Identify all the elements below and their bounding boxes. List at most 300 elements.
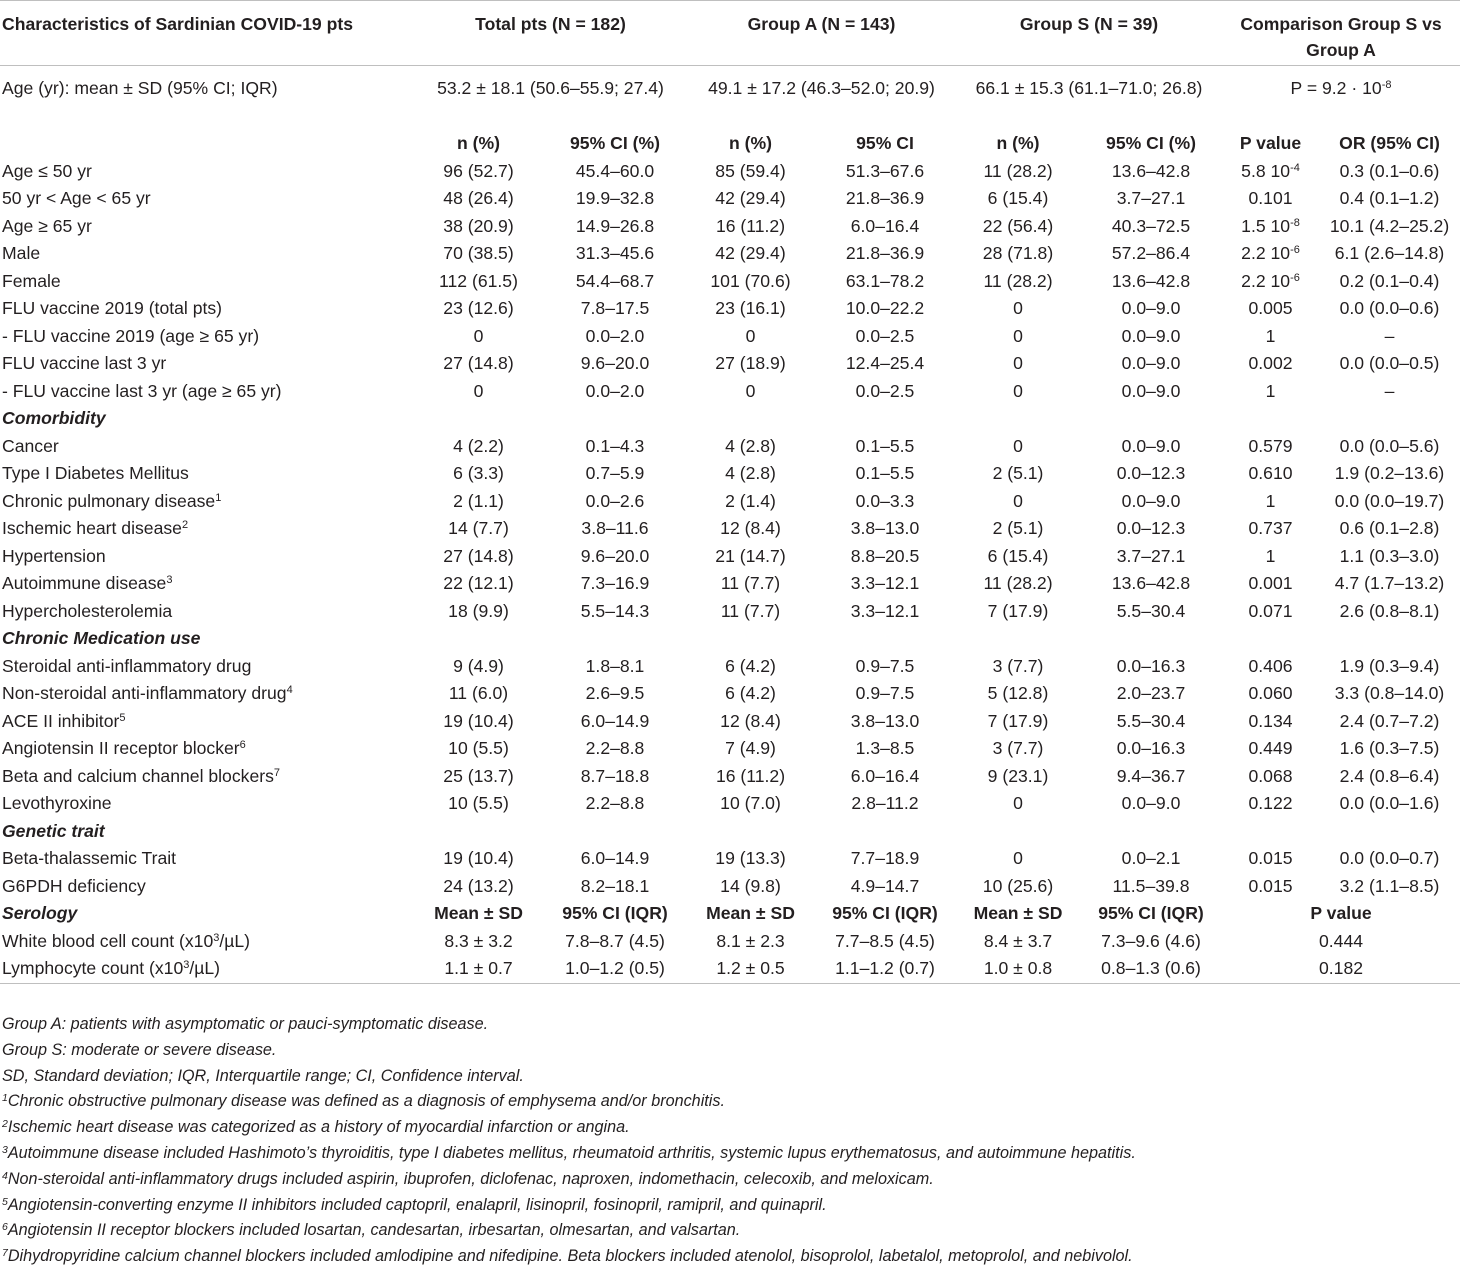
footnote-text: Non-steroidal anti-inflammatory drugs included aspirin, ibuprofen, diclofenac, naproxen, indomethacin, celecoxib, and meloxicam.	[7, 1169, 934, 1188]
table-cell: 27 (18.9)	[715, 353, 786, 373]
p-value: 2.2 10	[1241, 270, 1291, 291]
table-cell: 14 (7.7)	[448, 518, 509, 538]
p-value-cell: 0.068	[1248, 765, 1293, 786]
table-cell: 0.9–7.5	[855, 655, 915, 676]
row-label-cell	[0, 488, 414, 516]
p-value: 1	[1265, 325, 1276, 346]
table-cell: 5 (12.8)	[987, 683, 1049, 703]
table-cell: 12.4–25.4	[845, 353, 925, 373]
footnote	[2, 1064, 1452, 1090]
table-cell: 3 (7.7)	[992, 655, 1044, 676]
table-cell: 0.0–9.0	[1121, 380, 1181, 401]
table-cell: 31.3–45.6	[575, 243, 655, 263]
table-cell: 0.0–3.3	[855, 490, 915, 511]
table-cell: 0.9–7.5	[855, 683, 915, 703]
table-cell: 7.3–16.9	[580, 573, 650, 593]
table-cell: 54.4–68.7	[575, 270, 655, 291]
table-cell: 11 (6.0)	[448, 683, 509, 703]
age-p-prefix: P = 9.2 · 10	[1290, 78, 1382, 98]
table-row	[0, 543, 1460, 571]
or-cell: 2.4 (0.8–6.4)	[1339, 765, 1440, 786]
row-label: Age ≥ 65 yr	[2, 215, 92, 236]
or-cell: 0.0 (0.0–0.7)	[1339, 848, 1440, 868]
table-cell: 9 (23.1)	[987, 765, 1049, 786]
table-cell: 42 (29.4)	[715, 243, 786, 263]
subheader-cell: n (%)	[996, 133, 1040, 153]
header-group-s: Group S (N = 39)	[1019, 14, 1159, 34]
table-cell: 70 (38.5)	[443, 243, 514, 263]
footnote-marker: 1	[215, 491, 222, 504]
table-cell: 11.5–39.8	[1112, 875, 1190, 896]
p-value-cell: 0.449	[1248, 738, 1293, 758]
p-value-cell: 0.182	[1222, 955, 1460, 983]
or-cell: 0.4 (0.1–1.2)	[1339, 188, 1440, 208]
table-cell: 0.0–2.5	[855, 325, 915, 346]
row-label: Beta and calcium channel blockers	[2, 765, 274, 786]
table-cell: 25 (13.7)	[443, 765, 514, 786]
row-label-cell	[0, 460, 414, 488]
table-body	[0, 1, 1460, 984]
row-label-cell	[0, 570, 414, 598]
row-label-cell	[0, 928, 414, 956]
footnote-text: Group S: moderate or severe disease.	[2, 1040, 277, 1059]
table-cell: 45.4–60.0	[575, 160, 655, 181]
table-cell: 1.1–1.2 (0.7)	[814, 955, 956, 983]
or-cell: 0.3 (0.1–0.6)	[1339, 160, 1440, 181]
serology-header-cell: Mean ± SD	[973, 903, 1063, 923]
section-title: Chronic Medication use	[2, 628, 201, 648]
row-label: Chronic pulmonary disease	[2, 490, 216, 511]
table-cell: 14.9–26.8	[575, 215, 655, 236]
or-cell: 1.6 (0.3–7.5)	[1339, 738, 1440, 758]
table-cell: 10.0–22.2	[845, 298, 925, 318]
or-cell: –	[1384, 325, 1395, 346]
p-value-cell: 0.122	[1248, 793, 1293, 813]
table-row	[0, 873, 1460, 901]
or-cell: 0.6 (0.1–2.8)	[1339, 518, 1440, 538]
footnote-number: 7	[2, 1247, 8, 1260]
table-row	[0, 763, 1460, 791]
table-cell: 7.8–8.7 (4.5)	[565, 930, 665, 951]
p-value: 1	[1265, 380, 1276, 401]
table-row	[0, 350, 1460, 378]
table-cell: 1.3–8.5	[855, 738, 915, 758]
table-cell: 0.0–2.5	[855, 380, 915, 401]
table-cell: 85 (59.4)	[715, 160, 786, 181]
table-cell: 6.0–14.9	[580, 710, 650, 731]
p-value-cell	[1222, 378, 1319, 406]
footnote-text: Ischemic heart disease was categorized as a history of myocardial infarction or angina.	[7, 1118, 630, 1137]
footnote	[2, 1167, 1452, 1193]
table-cell: 7.8–17.5	[580, 298, 650, 318]
table-cell: 13.6–42.8	[1111, 160, 1191, 181]
table-cell: 0.0–16.3	[1116, 738, 1186, 758]
row-label: - FLU vaccine 2019 (age ≥ 65 yr)	[2, 325, 260, 346]
table-cell: 22 (12.1)	[443, 573, 514, 593]
table-cell: 8.8–20.5	[850, 545, 920, 566]
row-label: Age ≤ 50 yr	[2, 160, 92, 181]
serology-header-cell: Mean ± SD	[706, 903, 795, 923]
row-label: Type I Diabetes Mellitus	[2, 463, 189, 483]
table-cell: 42 (29.4)	[715, 188, 786, 208]
table-cell: 4 (2.8)	[725, 435, 776, 456]
row-label-cell	[0, 598, 414, 626]
table-cell: 22 (56.4)	[982, 215, 1054, 236]
section-header-medication	[0, 625, 1460, 653]
table-cell: 57.2–86.4	[1111, 243, 1191, 263]
or-cell: 0.0 (0.0–19.7)	[1334, 490, 1445, 511]
table-cell: 11 (28.2)	[983, 270, 1053, 291]
row-label-cell	[0, 790, 414, 818]
table-row	[0, 598, 1460, 626]
p-value-cell	[1222, 185, 1319, 213]
table-cell: 10 (5.5)	[448, 738, 509, 758]
table-cell: 0	[1013, 325, 1023, 346]
age-p-value	[1222, 66, 1460, 131]
p-value-cell: 0.737	[1248, 518, 1293, 538]
table-cell: 63.1–78.2	[845, 270, 925, 291]
table-cell: 5.5–30.4	[1116, 710, 1186, 731]
table-cell: 4 (2.2)	[453, 435, 504, 456]
table-footnotes	[2, 1012, 1452, 1270]
row-label: Hypertension	[2, 545, 106, 566]
footnote-marker: 6	[239, 739, 246, 751]
table-cell: 38 (20.9)	[443, 215, 514, 236]
table-cell: 27 (14.8)	[443, 353, 514, 373]
row-label: Angiotensin II receptor blocker	[2, 738, 240, 758]
p-value-cell	[1222, 295, 1319, 323]
table-cell: 8.1 ± 2.3	[716, 930, 785, 951]
table-cell: 18 (9.9)	[448, 600, 509, 621]
serology-header-cell: 95% CI (IQR)	[832, 903, 938, 923]
row-label: White blood cell count (x10	[2, 930, 214, 951]
table-cell: 101 (70.6)	[710, 270, 791, 291]
row-label: Male	[2, 243, 41, 263]
table-cell: 2 (1.1)	[453, 490, 504, 511]
table-cell: 4 (2.8)	[725, 463, 776, 483]
table-cell: 1.8–8.1	[585, 655, 645, 676]
footnote-text: Angiotensin-converting enzyme II inhibitors included captopril, enalapril, lisinopril, fosinopril, ramipril, and quinapril.	[7, 1195, 827, 1214]
or-cell: 2.4 (0.7–7.2)	[1339, 710, 1440, 731]
table-cell: 0	[1013, 848, 1023, 868]
p-value-cell: 1	[1265, 490, 1276, 511]
subheader-cell: 95% CI (%)	[1106, 133, 1196, 153]
table-cell: 3 (7.7)	[992, 738, 1044, 758]
table-cell: 2 (5.1)	[992, 518, 1044, 538]
section-title: Serology	[2, 903, 78, 923]
table-row	[0, 378, 1460, 406]
table-row	[0, 240, 1460, 268]
p-value-cell: 0.610	[1248, 463, 1293, 483]
or-cell: 3.3 (0.8–14.0)	[1334, 683, 1445, 703]
table-cell: 9.6–20.0	[580, 353, 650, 373]
row-label-cell	[0, 763, 414, 791]
row-label: Female	[2, 270, 61, 291]
table-cell: 0.0–12.3	[1116, 518, 1186, 538]
table-cell: 0	[1013, 435, 1023, 456]
row-label-unit: /µL)	[219, 930, 251, 951]
table-cell: 7.7–18.9	[850, 848, 920, 868]
table-cell: 8.7–18.8	[580, 765, 650, 786]
table-cell: 12 (8.4)	[720, 518, 781, 538]
or-cell: 4.7 (1.7–13.2)	[1334, 573, 1445, 593]
table-cell: 0.1–4.3	[585, 435, 645, 456]
table-cell: 0	[1013, 380, 1023, 401]
table-cell: 0.1–5.5	[855, 463, 915, 483]
table-row	[0, 515, 1460, 543]
table-cell: 16 (11.2)	[715, 215, 786, 236]
table-cell: 40.3–72.5	[1111, 215, 1191, 236]
serology-header-cell: 95% CI (IQR)	[562, 903, 668, 923]
row-label: Autoimmune disease	[2, 573, 167, 593]
p-value-cell: 0.071	[1248, 600, 1293, 621]
table-cell: 0	[1013, 793, 1023, 813]
table-cell: 10 (5.5)	[448, 793, 509, 813]
table-row	[0, 680, 1460, 708]
row-label: Levothyroxine	[2, 793, 112, 813]
table-row	[0, 295, 1460, 323]
p-value-cell: 0.134	[1248, 710, 1293, 731]
footnote	[2, 1218, 1452, 1244]
p-value: 5.8 10	[1241, 160, 1291, 181]
table-cell: 0.8–1.3 (0.6)	[1080, 955, 1222, 983]
table-cell: 3.8–13.0	[850, 518, 920, 538]
footnote-number: 1	[2, 1092, 8, 1105]
p-value: 2.2 10	[1241, 243, 1291, 263]
table-cell: 6 (3.3)	[453, 463, 504, 483]
table-cell: 2.0–23.7	[1116, 683, 1186, 703]
row-label-cell	[0, 653, 414, 681]
table-cell: 3.7–27.1	[1116, 545, 1186, 566]
table-cell: 0	[745, 325, 756, 346]
table-cell: 21 (14.7)	[715, 545, 786, 566]
table-cell: 24 (13.2)	[443, 875, 514, 896]
footnote-marker: 2	[181, 519, 189, 531]
table-cell: 14 (9.8)	[720, 875, 781, 896]
table-cell: 7.7–8.5 (4.5)	[835, 930, 935, 951]
row-label: Ischemic heart disease	[2, 518, 182, 538]
table-row	[0, 268, 1460, 296]
section-header-genetic	[0, 818, 1460, 846]
p-value-cell: 0.015	[1248, 875, 1293, 896]
age-row	[0, 66, 1460, 131]
table-cell: 0	[745, 380, 756, 401]
or-cell: 10.1 (4.2–25.2)	[1329, 215, 1450, 236]
table-cell: 2 (5.1)	[992, 463, 1044, 483]
age-total: 53.2 ± 18.1 (50.6–55.9; 27.4)	[414, 66, 687, 131]
footnote	[2, 1038, 1452, 1064]
row-label-cell	[0, 543, 414, 571]
table-cell: 10 (25.6)	[982, 875, 1054, 896]
table-cell: 7 (4.9)	[725, 738, 776, 758]
footnote	[2, 1244, 1452, 1270]
table-cell: 1.1 ± 0.7	[414, 955, 543, 983]
table-cell: 3.8–13.0	[850, 710, 920, 731]
table-cell: 0	[1013, 353, 1023, 373]
table-cell: 8.3 ± 3.2	[444, 930, 513, 951]
table-row	[0, 845, 1460, 873]
table-cell: 5.5–14.3	[580, 600, 650, 621]
row-label-cell	[0, 955, 414, 983]
row-label: FLU vaccine 2019 (total pts)	[2, 298, 223, 318]
table-cell: 0.0–2.0	[585, 380, 645, 401]
table-row	[0, 185, 1460, 213]
table-cell: 0	[473, 325, 484, 346]
footnote-marker: 4	[286, 684, 293, 696]
table-cell: 3.3–12.1	[850, 573, 920, 593]
footnote-text: Dihydropyridine calcium channel blockers included amlodipine and nifedipine. Beta blockers included atenolol, bisoprolol, labetalol, metoprolol, and nebivolol.	[7, 1247, 1133, 1266]
row-label-cell	[0, 680, 414, 708]
table-cell: 23 (16.1)	[715, 298, 786, 318]
footnote	[2, 1193, 1452, 1219]
table-cell: 6.0–14.9	[580, 848, 650, 868]
age-label: Age (yr): mean ± SD (95% CI; IQR)	[0, 66, 414, 131]
row-label: 50 yr < Age < 65 yr	[2, 188, 151, 208]
table-cell: 2.8–11.2	[851, 793, 919, 813]
table-cell: 2.2–8.8	[585, 738, 645, 758]
p-value-cell: 0.060	[1248, 683, 1293, 703]
row-label: FLU vaccine last 3 yr	[2, 353, 167, 373]
table-cell: 1.0–1.2 (0.5)	[543, 955, 687, 983]
serology-row	[0, 928, 1460, 956]
table-cell: 19 (10.4)	[443, 710, 514, 731]
table-cell: 5.5–30.4	[1116, 600, 1186, 621]
p-value-cell	[1222, 350, 1319, 378]
table-cell: 0.0–9.0	[1121, 435, 1181, 456]
footnote	[2, 1115, 1452, 1141]
footnote-number: 5	[2, 1195, 8, 1208]
table-cell: 6 (4.2)	[725, 655, 776, 676]
p-value-cell	[1222, 240, 1319, 268]
table-row	[0, 158, 1460, 186]
or-cell: 6.1 (2.6–14.8)	[1334, 243, 1445, 263]
table-cell: 6 (15.4)	[987, 188, 1049, 208]
table-row	[0, 570, 1460, 598]
table-row	[0, 433, 1460, 461]
footnote	[2, 1141, 1452, 1167]
table-cell: 0.7–5.9	[585, 463, 645, 483]
footnote-marker: 7	[273, 766, 281, 779]
table-cell: 7.3–9.6 (4.6)	[1101, 930, 1201, 951]
table-cell: 0.1–5.5	[855, 435, 915, 456]
or-cell: 1.9 (0.2–13.6)	[1334, 463, 1445, 483]
subheader-cell: n (%)	[729, 133, 772, 153]
row-label: Cancer	[2, 435, 59, 456]
table-row	[0, 735, 1460, 763]
table-cell: 11 (28.2)	[983, 573, 1053, 593]
p-value-cell: 0.406	[1248, 655, 1293, 676]
subheader-cell: n (%)	[457, 133, 500, 153]
footnote-text: Chronic obstructive pulmonary disease was defined as a diagnosis of emphysema and/or bronchitis.	[7, 1092, 725, 1111]
section-title: Genetic trait	[2, 820, 105, 841]
or-cell: 0.0 (0.0–0.6)	[1339, 298, 1440, 318]
p-value-cell: 0.001	[1248, 573, 1293, 593]
row-label-cell	[0, 515, 414, 543]
table-cell: 1.0 ± 0.8	[956, 955, 1080, 983]
p-value: 0.005	[1248, 298, 1293, 318]
table-cell: 7 (17.9)	[987, 600, 1049, 621]
header-comparison: Comparison Group S vs Group A	[1240, 14, 1442, 60]
table-cell: 28 (71.8)	[982, 243, 1054, 263]
table-cell: 6 (15.4)	[987, 545, 1049, 566]
footnote-number: 6	[2, 1221, 8, 1234]
table-cell: 19 (10.4)	[443, 848, 514, 868]
table-cell: 11 (28.2)	[983, 160, 1053, 181]
p-value-cell	[1222, 323, 1319, 351]
serology-header-cell: 95% CI (IQR)	[1098, 903, 1204, 923]
table-cell: 4.9–14.7	[850, 875, 920, 896]
header-row	[0, 1, 1460, 66]
row-label-cell	[0, 433, 414, 461]
row-label: Beta-thalassemic Trait	[2, 848, 177, 868]
table-cell: 0.0–2.0	[585, 325, 645, 346]
table-cell: 23 (12.6)	[443, 298, 514, 318]
subheader-cell: 95% CI	[856, 133, 914, 153]
table-row	[0, 213, 1460, 241]
table-cell: 27 (14.8)	[443, 545, 514, 566]
table-cell: 48 (26.4)	[443, 188, 514, 208]
table-cell: 3.7–27.1	[1116, 188, 1186, 208]
or-cell: 1.9 (0.3–9.4)	[1339, 655, 1440, 676]
table-cell: 9.4–36.7	[1116, 765, 1186, 786]
table-cell: 13.6–42.8	[1111, 270, 1191, 291]
row-label-cell	[0, 708, 414, 736]
age-p-exponent: -8	[1381, 79, 1392, 91]
p-value-cell	[1222, 158, 1319, 186]
p-value-cell: 0.579	[1248, 435, 1293, 456]
row-label-cell	[0, 873, 414, 901]
age-group-s: 66.1 ± 15.3 (61.1–71.0; 26.8)	[956, 66, 1222, 131]
row-label: ACE II inhibitor	[2, 710, 120, 731]
or-cell: 0.0 (0.0–0.5)	[1339, 353, 1440, 373]
table-cell: 3.3–12.1	[850, 600, 920, 621]
footnote-marker: 5	[119, 711, 126, 724]
table-cell: 13.6–42.8	[1111, 573, 1191, 593]
or-cell: 0.0 (0.0–1.6)	[1339, 793, 1440, 813]
unit-exponent: 3	[213, 931, 220, 944]
table-cell: 19 (13.3)	[715, 848, 786, 868]
table-cell: 6.0–16.4	[850, 765, 920, 786]
p-value: 0.002	[1248, 353, 1293, 373]
row-label: Lymphocyte count (x10	[2, 958, 184, 978]
table-cell: 1.2 ± 0.5	[687, 955, 814, 983]
header-total: Total pts (N = 182)	[475, 14, 626, 34]
footnote	[2, 1089, 1452, 1115]
row-label-unit: /µL)	[189, 958, 221, 978]
p-exponent: -4	[1290, 161, 1300, 174]
table-cell: 0.0–12.3	[1116, 463, 1186, 483]
footnote-text: Autoimmune disease included Hashimoto’s thyroiditis, type I diabetes mellitus, rheumatoid arthritis, systemic lupus erythematosus, and autoimmune hepatitis.	[7, 1143, 1136, 1162]
table-cell: 0.0–2.1	[1121, 848, 1181, 868]
table-row	[0, 790, 1460, 818]
or-cell: 3.2 (1.1–8.5)	[1339, 875, 1440, 896]
p-value-cell	[1222, 213, 1319, 241]
table-cell: 9.6–20.0	[580, 545, 650, 566]
table-cell: 6 (4.2)	[725, 683, 776, 703]
p-exponent: -6	[1290, 271, 1300, 284]
table-row	[0, 323, 1460, 351]
table-row	[0, 653, 1460, 681]
or-cell: 0.2 (0.1–0.4)	[1339, 270, 1440, 291]
table-cell: 11 (7.7)	[720, 573, 781, 593]
or-cell: –	[1384, 380, 1395, 401]
table-cell: 0.0–9.0	[1121, 353, 1181, 373]
row-label: Steroidal anti-inflammatory drug	[2, 655, 252, 676]
table-cell: 112 (61.5)	[439, 270, 518, 291]
table-cell: 51.3–67.6	[845, 160, 925, 181]
table-cell: 8.4 ± 3.7	[983, 930, 1053, 951]
p-exponent: -6	[1290, 244, 1300, 256]
